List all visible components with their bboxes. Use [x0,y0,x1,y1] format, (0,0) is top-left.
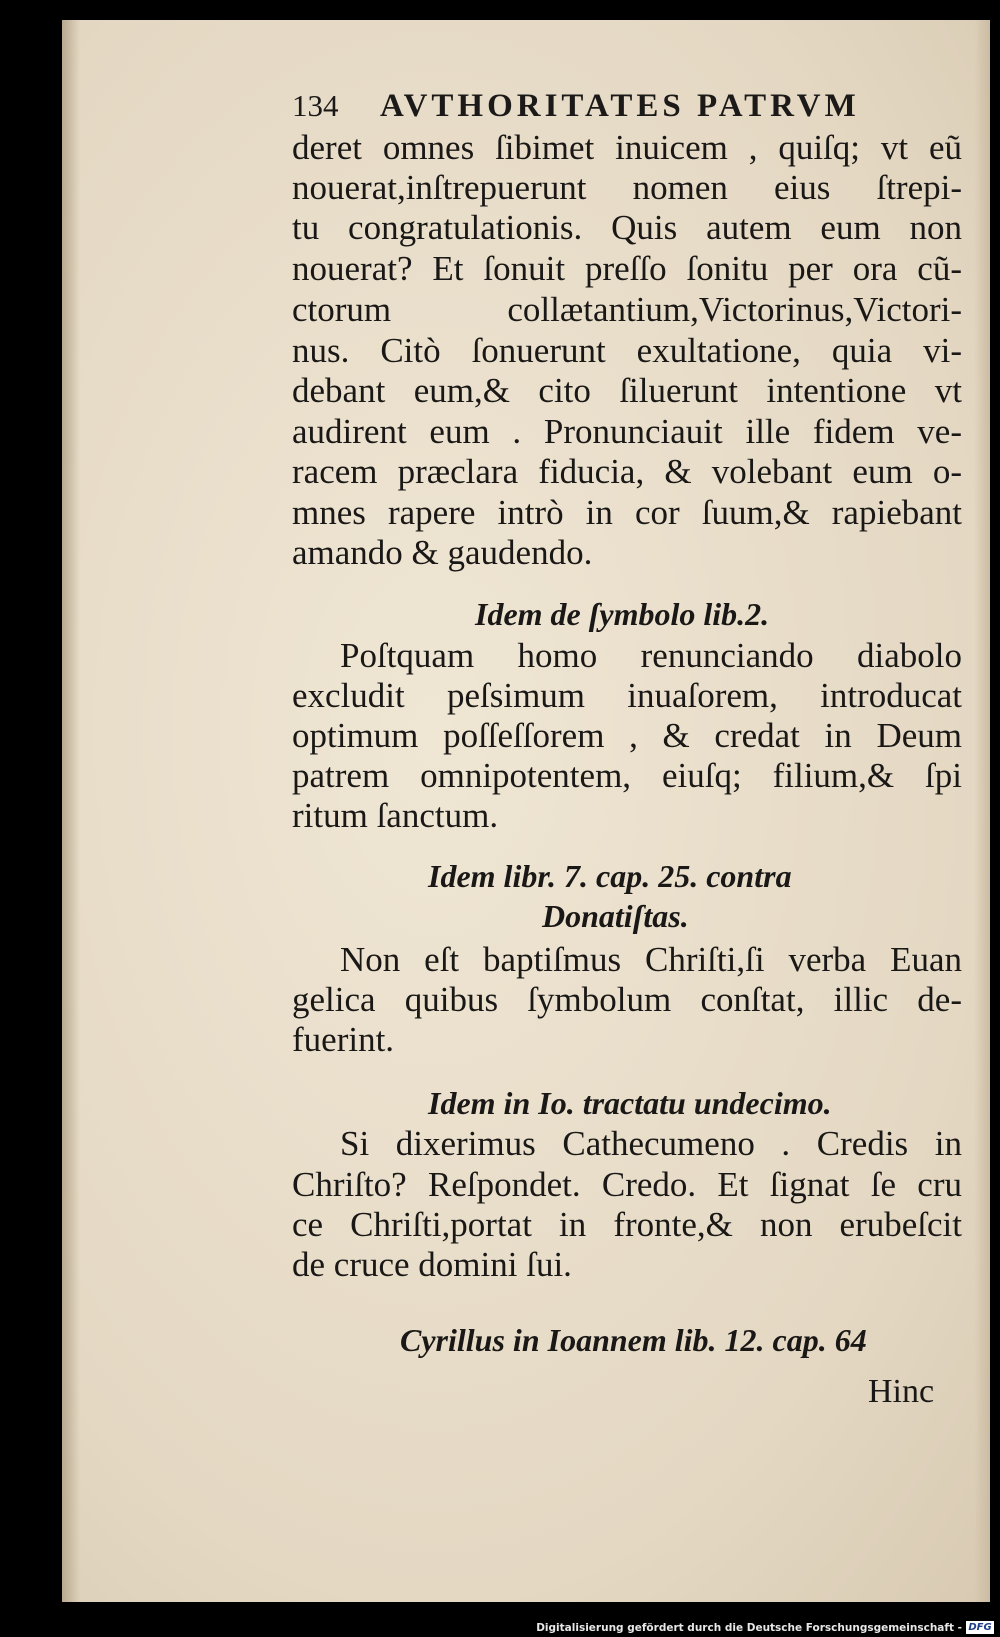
text-line: mnes rapere intrò in cor ſuum,& rapiebant [292,493,962,532]
text-line: nus. Citò ſonuerunt exultatione, quia vi- [292,331,962,370]
text-line: de cruce domini ſui. [292,1245,572,1284]
text-line: nouerat? Et ſonuit preſſo ſonitu per ora cũ- [292,249,962,288]
text-line: racem præclara fiducia, & volebant eum o- [292,452,962,491]
text-line: patrem omnipotentem, eiuſq; filium,& ſpi [292,756,962,795]
catchword: Hinc [868,1373,935,1410]
rubric-heading: Idem de ſymbolo lib.2. [475,596,770,632]
digitization-credit: Digitalisierung gefördert durch die Deutsche Forschungsgemeinschaft - [536,1622,962,1634]
rubric-heading: Idem libr. 7. cap. 25. contra [428,858,792,894]
text-line: excludit peſsimum inuaſorem, introducat [292,676,962,715]
text-line: Chriſto? Reſpondet. Credo. Et ſignat ſe cru [292,1165,962,1204]
text-line: fuerint. [292,1020,395,1059]
running-title: AVTHORITATES PATRVM [380,88,860,124]
dfg-logo: DFG [966,1621,994,1634]
page-edge [974,20,990,1602]
text-line: tu congratulationis. Quis autem eum non [292,208,962,247]
text-line: deret omnes ſibimet inuicem , quiſq; vt eũ [292,128,962,167]
text-line: debant eum,& cito ſiluerunt intentione vt [292,371,962,410]
text-line: ctorum collætantium,Victorinus,Victori- [292,290,962,329]
text-line: nouerat,inſtrepuerunt nomen eius ſtrepi- [292,168,962,207]
text-line: ritum ſanctum. [292,796,499,835]
text-line: Non eſt baptiſmus Chriſti,ſi verba Euan [340,940,962,979]
text-line: optimum poſſeſſorem , & credat in Deum [292,716,962,755]
page-header [292,88,912,128]
rubric-heading: Cyrillus in Ioannem lib. 12. cap. 64 [400,1322,867,1358]
rubric-heading: Idem in Io. tractatu undecimo. [428,1085,832,1121]
text-line: audirent eum . Pronunciauit ille fidem ve- [292,412,962,451]
text-line: Si dixerimus Cathecumeno . Credis in [340,1124,962,1163]
page-gutter-shadow [62,20,80,1602]
rubric-heading: Donatiſtas. [542,898,689,934]
text-line: gelica quibus ſymbolum conſtat, illic de- [292,980,962,1019]
text-line: amando & gaudendo. [292,533,593,572]
page-number: 134 [292,88,339,123]
text-line: Poſtquam homo renunciando diabolo [340,636,962,675]
text-line: ce Chriſti,portat in fronte,& non erubeſcit [292,1205,962,1244]
